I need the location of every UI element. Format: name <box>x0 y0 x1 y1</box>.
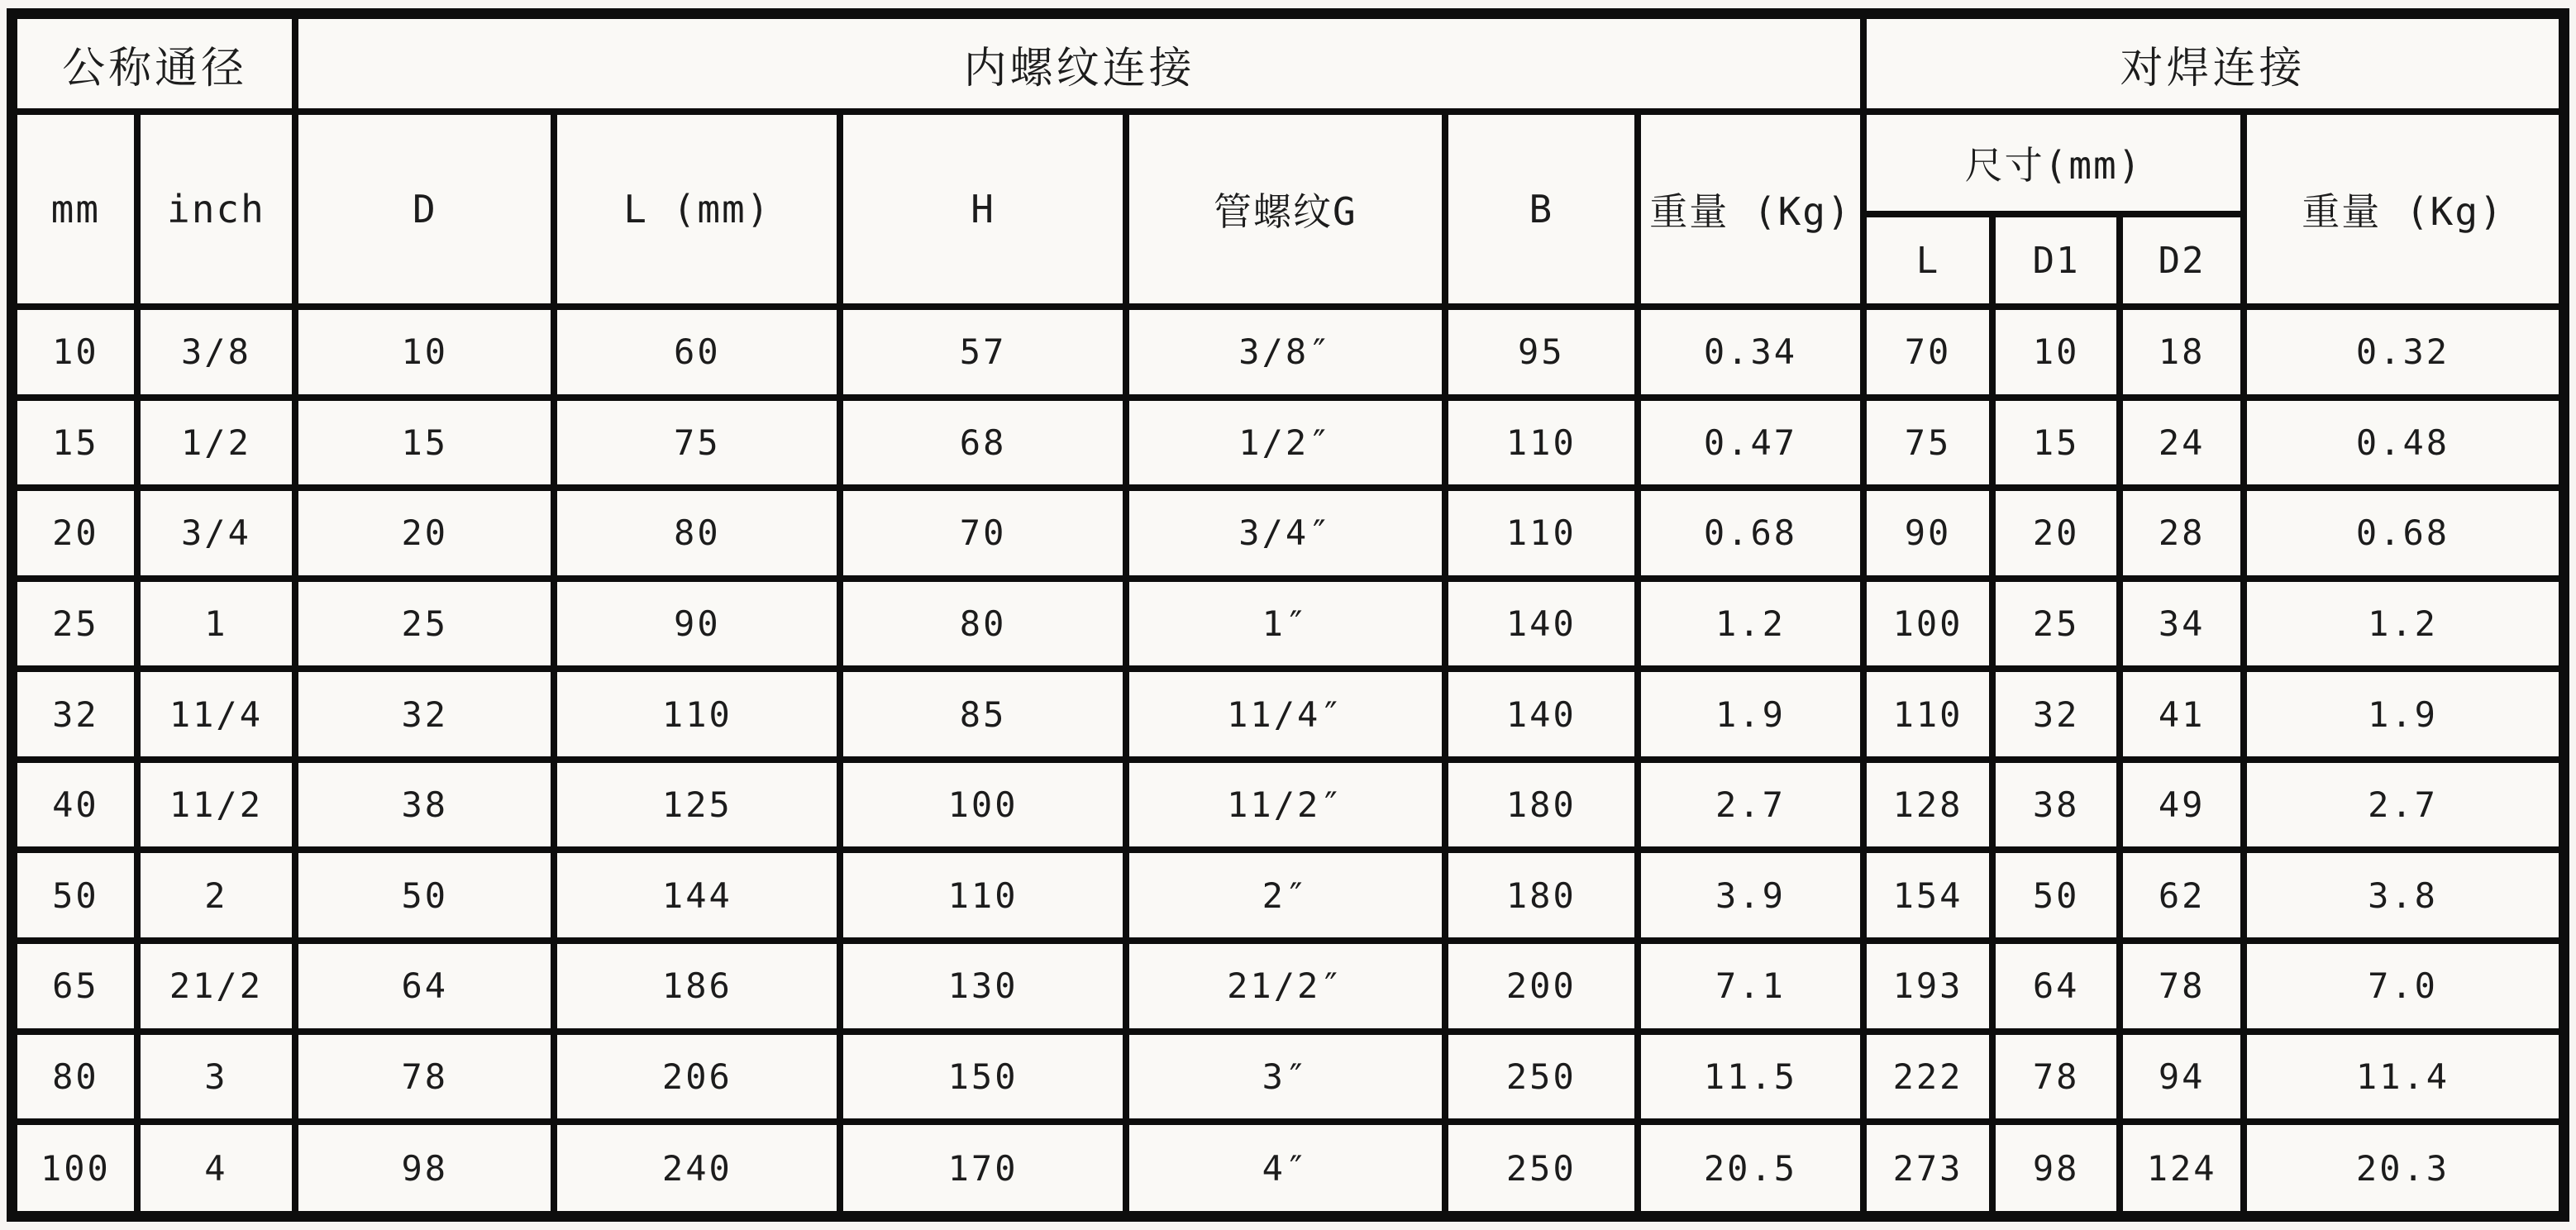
table-cell: 170 <box>840 1122 1126 1216</box>
table-cell: 7.0 <box>2244 941 2564 1032</box>
table-cell: 200 <box>1445 941 1638 1032</box>
table-cell: 24 <box>2120 398 2244 489</box>
table-cell: 50 <box>1992 850 2120 941</box>
table-cell: 273 <box>1863 1122 1992 1216</box>
table-cell: 70 <box>1863 307 1992 398</box>
table-cell: 140 <box>1445 669 1638 760</box>
header-col-l: L (mm) <box>554 112 840 307</box>
table-cell: 32 <box>295 669 554 760</box>
table-row <box>12 669 2564 760</box>
table-cell: 1.2 <box>2244 579 2564 670</box>
table-cell: 20.3 <box>2244 1122 2564 1216</box>
table-cell: 80 <box>554 488 840 579</box>
table-cell: 20 <box>1992 488 2120 579</box>
table-cell: 2.7 <box>1638 760 1863 851</box>
table-cell: 100 <box>840 760 1126 851</box>
table-cell: 28 <box>2120 488 2244 579</box>
header-col-d: D <box>295 112 554 307</box>
table-row <box>12 1032 2564 1123</box>
table-row <box>12 941 2564 1032</box>
table-cell: 110 <box>840 850 1126 941</box>
table-row <box>12 850 2564 941</box>
table-cell: 68 <box>840 398 1126 489</box>
table-cell: 2″ <box>1126 850 1445 941</box>
table-cell: 3/4 <box>137 488 295 579</box>
table-cell: 4″ <box>1126 1122 1445 1216</box>
table-cell: 4 <box>137 1122 295 1216</box>
table-cell: 80 <box>840 579 1126 670</box>
table-cell: 78 <box>2120 941 2244 1032</box>
table-cell: 240 <box>554 1122 840 1216</box>
table-row <box>12 488 2564 579</box>
table-cell: 11/4 <box>137 669 295 760</box>
table-cell: 0.48 <box>2244 398 2564 489</box>
table-cell: 3.9 <box>1638 850 1863 941</box>
table-cell: 11/2 <box>137 760 295 851</box>
table-cell: 25 <box>295 579 554 670</box>
table-cell: 11/4″ <box>1126 669 1445 760</box>
table-cell: 78 <box>295 1032 554 1123</box>
table-cell: 98 <box>1992 1122 2120 1216</box>
table-row <box>12 398 2564 489</box>
table-cell: 250 <box>1445 1032 1638 1123</box>
table-cell: 1.9 <box>1638 669 1863 760</box>
table-cell: 0.32 <box>2244 307 2564 398</box>
header-col-weight-threaded: 重量 (Kg) <box>1638 112 1863 307</box>
table-cell: 60 <box>554 307 840 398</box>
table-cell: 110 <box>1863 669 1992 760</box>
table-cell: 90 <box>554 579 840 670</box>
table-cell: 140 <box>1445 579 1638 670</box>
table-cell: 110 <box>1445 398 1638 489</box>
header-sub-row <box>12 112 2564 214</box>
table-cell: 94 <box>2120 1032 2244 1123</box>
table-cell: 128 <box>1863 760 1992 851</box>
table-cell: 20 <box>12 488 137 579</box>
table-cell: 78 <box>1992 1032 2120 1123</box>
table-cell: 3.8 <box>2244 850 2564 941</box>
table-cell: 80 <box>12 1032 137 1123</box>
table-cell: 11.4 <box>2244 1032 2564 1123</box>
table-cell: 90 <box>1863 488 1992 579</box>
header-col-weight-weld: 重量 (Kg) <box>2244 112 2564 307</box>
table-cell: 150 <box>840 1032 1126 1123</box>
table-cell: 15 <box>1992 398 2120 489</box>
table-body <box>12 307 2564 1217</box>
table-cell: 18 <box>2120 307 2244 398</box>
table-cell: 0.68 <box>2244 488 2564 579</box>
header-col-thread-g: 管螺纹G <box>1126 112 1445 307</box>
table-cell: 50 <box>295 850 554 941</box>
table-header <box>12 14 2564 308</box>
table-cell: 65 <box>12 941 137 1032</box>
table-cell: 1 <box>137 579 295 670</box>
table-cell: 64 <box>1992 941 2120 1032</box>
table-cell: 98 <box>295 1122 554 1216</box>
table-row <box>12 307 2564 398</box>
table-cell: 186 <box>554 941 840 1032</box>
table-cell: 1.9 <box>2244 669 2564 760</box>
table-cell: 32 <box>1992 669 2120 760</box>
table-cell: 144 <box>554 850 840 941</box>
table-cell: 34 <box>2120 579 2244 670</box>
table-cell: 1″ <box>1126 579 1445 670</box>
table-cell: 3/8 <box>137 307 295 398</box>
table-cell: 110 <box>554 669 840 760</box>
table-cell: 10 <box>295 307 554 398</box>
table-row <box>12 1122 2564 1216</box>
table-cell: 50 <box>12 850 137 941</box>
table-cell: 7.1 <box>1638 941 1863 1032</box>
header-weld-size: 尺寸(mm) <box>1863 112 2244 214</box>
table-cell: 180 <box>1445 850 1638 941</box>
table-cell: 85 <box>840 669 1126 760</box>
table-cell: 64 <box>295 941 554 1032</box>
table-cell: 0.68 <box>1638 488 1863 579</box>
header-col-mm: mm <box>12 112 137 307</box>
table-cell: 3/8″ <box>1126 307 1445 398</box>
table-cell: 70 <box>840 488 1126 579</box>
table-cell: 130 <box>840 941 1126 1032</box>
table-cell: 125 <box>554 760 840 851</box>
table-cell: 1.2 <box>1638 579 1863 670</box>
table-cell: 38 <box>1992 760 2120 851</box>
table-cell: 40 <box>12 760 137 851</box>
header-nominal-diameter: 公称通径 <box>12 14 296 112</box>
table-row <box>12 760 2564 851</box>
table-cell: 20.5 <box>1638 1122 1863 1216</box>
table-cell: 15 <box>295 398 554 489</box>
header-weld-connection: 对焊连接 <box>1863 14 2564 112</box>
table-cell: 25 <box>1992 579 2120 670</box>
table-cell: 20 <box>295 488 554 579</box>
table-cell: 110 <box>1445 488 1638 579</box>
table-cell: 0.34 <box>1638 307 1863 398</box>
header-col-h: H <box>840 112 1126 307</box>
table-cell: 21/2″ <box>1126 941 1445 1032</box>
table-cell: 25 <box>12 579 137 670</box>
table-cell: 15 <box>12 398 137 489</box>
table-cell: 57 <box>840 307 1126 398</box>
table-cell: 75 <box>1863 398 1992 489</box>
table-cell: 21/2 <box>137 941 295 1032</box>
table-cell: 10 <box>12 307 137 398</box>
table-cell: 250 <box>1445 1122 1638 1216</box>
table-cell: 100 <box>12 1122 137 1216</box>
header-col-weld-l: L <box>1863 214 1992 307</box>
table-cell: 11/2″ <box>1126 760 1445 851</box>
table-cell: 1/2 <box>137 398 295 489</box>
table-cell: 49 <box>2120 760 2244 851</box>
spec-table <box>7 8 2569 1222</box>
table-cell: 100 <box>1863 579 1992 670</box>
table-cell: 75 <box>554 398 840 489</box>
table-cell: 38 <box>295 760 554 851</box>
table-cell: 10 <box>1992 307 2120 398</box>
header-col-inch: inch <box>137 112 295 307</box>
table-cell: 0.47 <box>1638 398 1863 489</box>
header-col-weld-d1: D1 <box>1992 214 2120 307</box>
table-cell: 2.7 <box>2244 760 2564 851</box>
table-cell: 3/4″ <box>1126 488 1445 579</box>
table-cell: 180 <box>1445 760 1638 851</box>
table-cell: 3″ <box>1126 1032 1445 1123</box>
table-cell: 3 <box>137 1032 295 1123</box>
table-cell: 206 <box>554 1032 840 1123</box>
table-cell: 11.5 <box>1638 1032 1863 1123</box>
table-cell: 1/2″ <box>1126 398 1445 489</box>
table-cell: 154 <box>1863 850 1992 941</box>
header-col-b: B <box>1445 112 1638 307</box>
table-cell: 41 <box>2120 669 2244 760</box>
header-threaded-connection: 内螺纹连接 <box>295 14 1863 112</box>
header-col-weld-d2: D2 <box>2120 214 2244 307</box>
table-cell: 32 <box>12 669 137 760</box>
table-cell: 124 <box>2120 1122 2244 1216</box>
table-cell: 193 <box>1863 941 1992 1032</box>
table-cell: 222 <box>1863 1032 1992 1123</box>
table-cell: 62 <box>2120 850 2244 941</box>
table-cell: 95 <box>1445 307 1638 398</box>
table-row <box>12 579 2564 670</box>
header-group-row <box>12 14 2564 112</box>
table-cell: 2 <box>137 850 295 941</box>
